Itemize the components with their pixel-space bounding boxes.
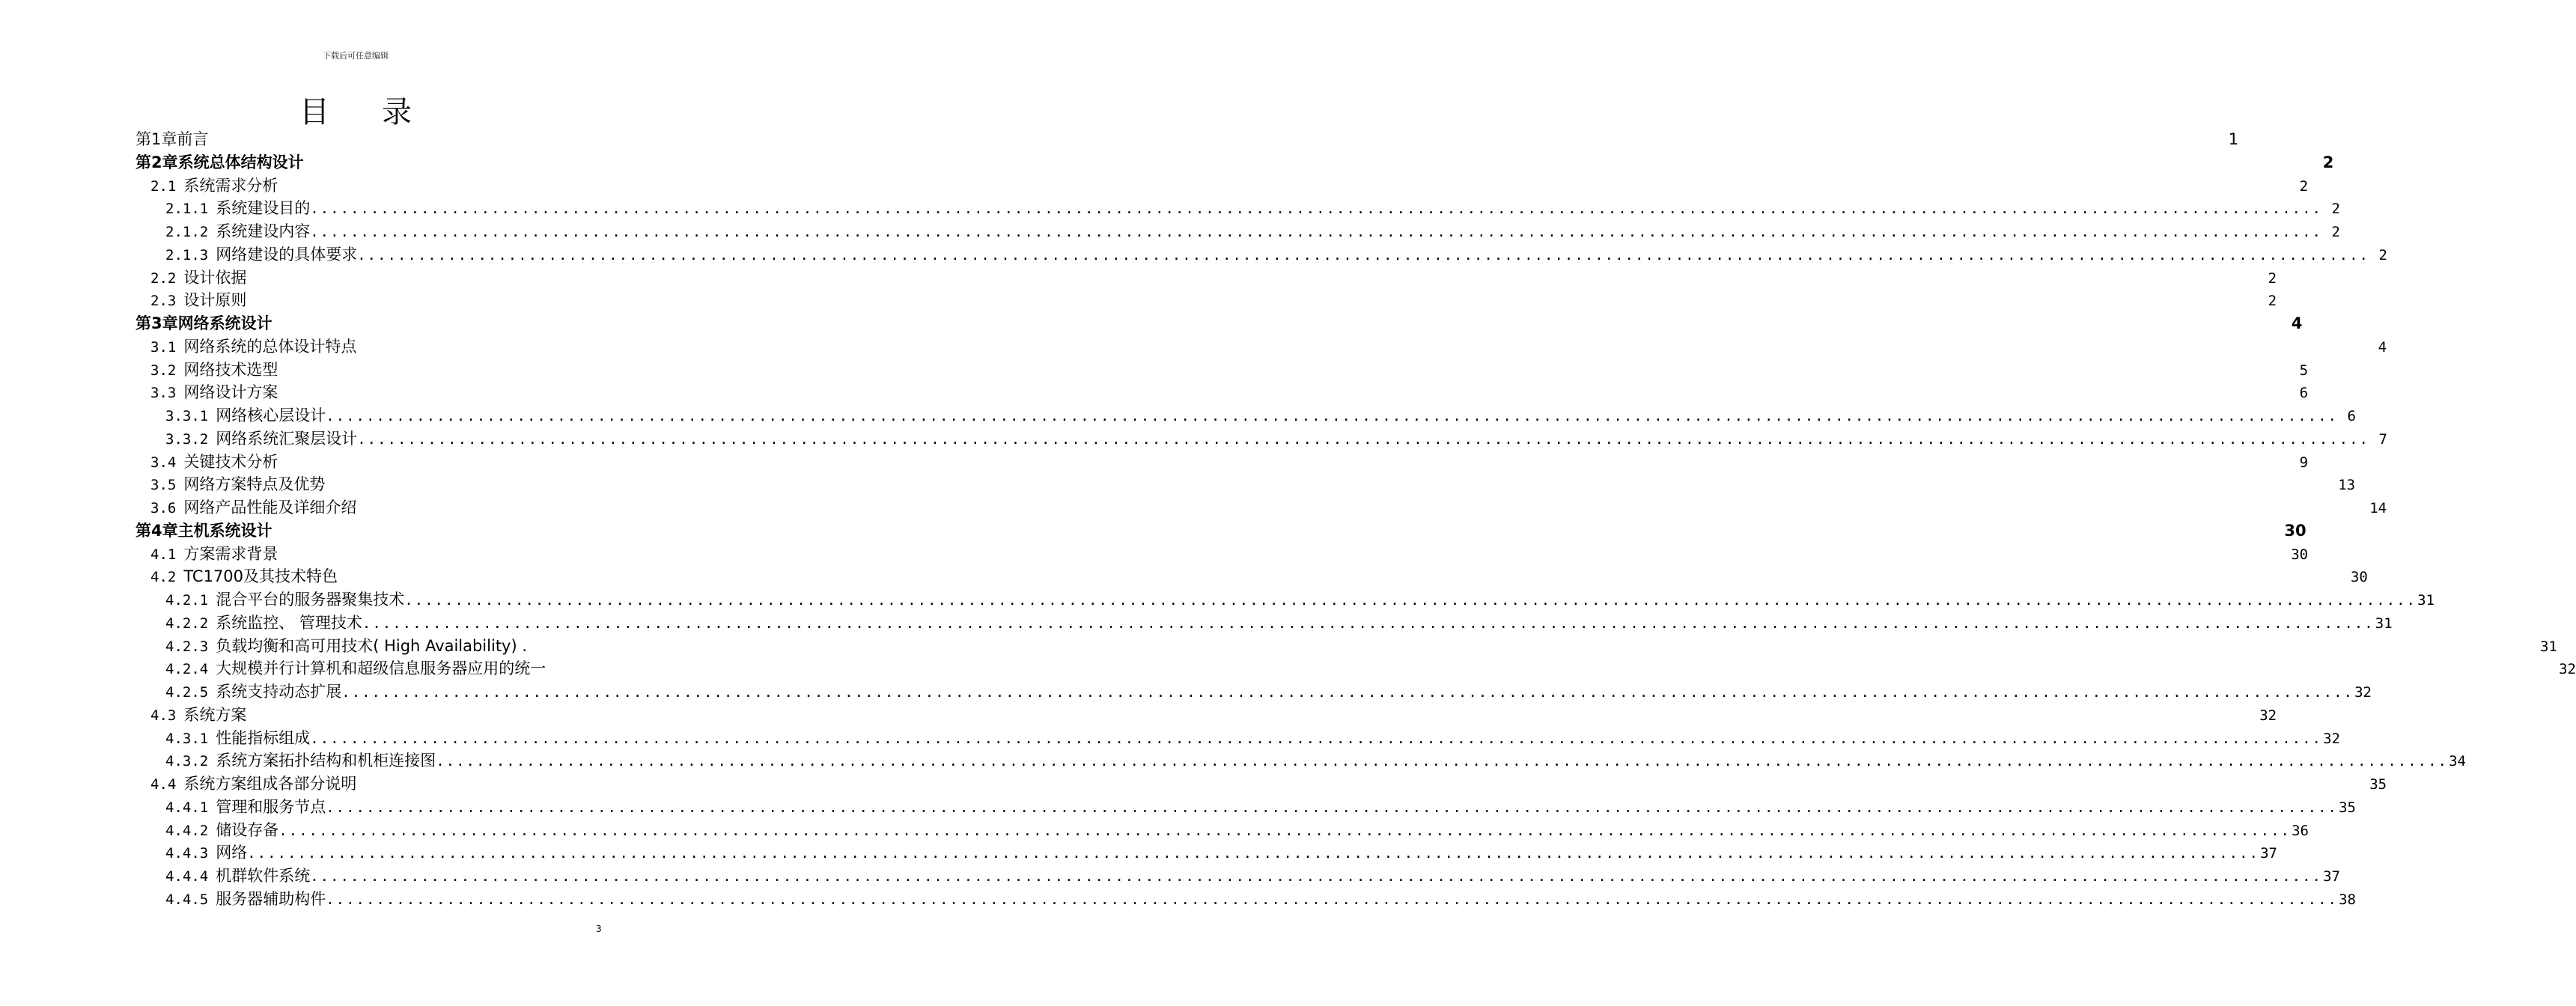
toc-dot-leader: ........................................................................................................................................................................................................ xyxy=(404,592,2417,609)
toc-entry-title: 系统需求分析 xyxy=(183,176,278,195)
toc-entry-number: 3.6 xyxy=(150,500,177,516)
toc-entry-page: 9 xyxy=(2299,454,2309,471)
toc-entry-number: 4.2.5 xyxy=(165,684,209,701)
toc-entry-title: 关键技术分析 xyxy=(183,452,278,471)
toc-entry-title: 管理和服务节点 xyxy=(216,797,326,816)
toc-dot-leader: ........................................................................................................................................................................................................ xyxy=(278,822,2291,839)
toc-entry-number: 4.4.3 xyxy=(165,845,209,862)
toc-dot-leader: ........................................................................................................................................................................................................ xyxy=(357,430,2369,448)
toc-entry-title: 储设存备 xyxy=(216,820,279,839)
toc-entry-page: 32 xyxy=(2559,661,2576,678)
toc-entry-number: 2.1.2 xyxy=(165,224,209,240)
toc-entry[interactable] xyxy=(136,151,2334,174)
toc-entry-number: 3.3.1 xyxy=(165,408,209,424)
toc-entry-page: 2 xyxy=(2268,293,2277,310)
toc-dot-leader: ........................................................................................................................................................................................................ xyxy=(326,799,2338,816)
toc-dot-leader: ........................................................................................................................................................................................................ xyxy=(310,868,2322,885)
toc-entry-page: 30 xyxy=(2284,521,2306,540)
toc-entry[interactable] xyxy=(136,796,2356,819)
toc-entry-page: 6 xyxy=(2347,408,2356,424)
toc-entry-title: 网络建设的具体要求 xyxy=(216,245,358,263)
toc-entry-title: TC1700及其技术特色 xyxy=(183,567,338,586)
toc-entry-number: 4.3.2 xyxy=(165,753,209,770)
toc-dot-leader: ........................................................................................................................................................................................................ xyxy=(436,753,2448,770)
toc-entry[interactable] xyxy=(136,335,2387,359)
toc-entry-page: 38 xyxy=(2339,891,2356,908)
toc-entry-page: 2 xyxy=(2331,201,2340,218)
toc-entry-title: 设计依据 xyxy=(183,268,247,287)
toc-entry-page: 2 xyxy=(2331,224,2340,240)
toc-entry-page: 35 xyxy=(2339,799,2356,816)
toc-entry-number: 4.4.1 xyxy=(165,799,209,816)
toc-entry-title: 系统总体结构设计 xyxy=(177,153,304,171)
toc-entry[interactable] xyxy=(136,888,2356,911)
toc-entry-title: 系统方案拓扑结构和机柜连接图 xyxy=(216,752,436,770)
toc-entry-title: 性能指标组成 xyxy=(216,728,311,747)
toc-entry[interactable] xyxy=(136,704,2277,727)
toc-entry-number: 4.2.1 xyxy=(165,592,209,609)
toc-entry-title: 网络产品性能及详细介绍 xyxy=(183,499,357,516)
toc-entry[interactable] xyxy=(136,427,2387,451)
toc-entry[interactable] xyxy=(136,588,2435,612)
toc-entry[interactable] xyxy=(136,543,2309,566)
toc-entry[interactable] xyxy=(136,359,2309,382)
toc-entry-page: 30 xyxy=(2291,546,2309,563)
toc-entry-page: 30 xyxy=(2350,569,2368,586)
toc-entry-title: 网络设计方案 xyxy=(183,383,278,402)
toc-entry-number: 3.3 xyxy=(150,385,177,402)
toc-entry[interactable] xyxy=(136,174,2309,198)
toc-entry-number: 3.2 xyxy=(150,362,177,379)
toc-entry-page: 4 xyxy=(2291,314,2303,332)
toc-entry-title: 混合平台的服务器聚集技术 xyxy=(216,591,405,609)
toc-entry-page: 4 xyxy=(2378,338,2387,356)
toc-dot-leader: ........................................................................................................................................................................................................ xyxy=(326,891,2338,908)
toc-entry[interactable] xyxy=(136,243,2387,266)
toc-entry-title: 设计原则 xyxy=(183,291,247,310)
toc-entry[interactable] xyxy=(136,749,2466,772)
toc-entry-title: 大规模并行计算机和超级信息服务器应用的统一 xyxy=(216,659,546,678)
toc-entry-page: 6 xyxy=(2299,385,2309,402)
toc-entry-title: 网络核心层设计 xyxy=(216,406,326,424)
page-number: 3 xyxy=(596,924,602,934)
toc-entry-title: 系统建设目的 xyxy=(216,199,311,218)
toc-entry-title: 系统方案 xyxy=(183,705,247,724)
toc-dot-leader: ........................................................................................................................................................................................................ xyxy=(310,730,2322,747)
toc-entry-title: 前言 xyxy=(177,130,209,148)
toc-entry-number: 2.2 xyxy=(150,269,177,287)
toc-entry-page: 31 xyxy=(2417,592,2435,609)
toc-entry[interactable] xyxy=(136,451,2309,474)
page-title: 目录 xyxy=(299,95,464,129)
toc-entry-number: 4.2 xyxy=(150,569,177,586)
table-of-contents xyxy=(136,128,2576,911)
toc-entry-number: 4.4.5 xyxy=(165,891,209,908)
toc-entry[interactable] xyxy=(136,220,2340,243)
toc-entry[interactable] xyxy=(136,519,2306,543)
toc-entry[interactable] xyxy=(136,819,2309,842)
toc-entry-number: 4.2.4 xyxy=(165,661,209,678)
toc-entry-title: 系统支持动态扩展 xyxy=(216,683,342,701)
toc-entry-page: 35 xyxy=(2369,776,2387,793)
toc-entry-page: 7 xyxy=(2378,430,2387,448)
toc-entry-number: 3.3.2 xyxy=(165,430,209,448)
toc-entry-title: 网络 xyxy=(216,844,248,862)
toc-entry-title: 网络方案特点及优势 xyxy=(183,475,326,494)
toc-entry-page: 36 xyxy=(2292,822,2309,839)
toc-entry-title: 网络系统的总体设计特点 xyxy=(183,337,357,356)
toc-entry-page: 37 xyxy=(2260,845,2277,862)
toc-entry-number: 3.4 xyxy=(150,454,177,471)
toc-entry-page: 2 xyxy=(2322,153,2334,171)
toc-entry-number: 2.3 xyxy=(150,293,177,310)
toc-entry-page: 31 xyxy=(2539,638,2557,655)
toc-entry-number: 第3章 xyxy=(136,314,178,332)
toc-entry-title: 网络系统设计 xyxy=(177,314,272,332)
toc-entry-page: 32 xyxy=(2354,684,2372,701)
toc-dot-leader: ........................................................................................................................................................................................................ xyxy=(310,201,2322,218)
toc-entry-number: 4.4.2 xyxy=(165,822,209,839)
toc-dot-leader: ........................................................................................................................................................................................................ xyxy=(341,684,2354,701)
toc-entry[interactable] xyxy=(136,496,2387,519)
toc-entry[interactable] xyxy=(136,841,2277,865)
toc-entry[interactable] xyxy=(136,289,2277,312)
page-header: 下载后可任意编辑 xyxy=(323,51,389,61)
toc-entry-number: 2.1 xyxy=(150,177,177,195)
toc-entry[interactable] xyxy=(136,312,2303,335)
toc-entry[interactable] xyxy=(136,266,2277,290)
toc-dot-leader: ........................................................................................................................................................................................................ xyxy=(310,224,2322,240)
toc-entry-title: 系统建设内容 xyxy=(216,222,311,240)
toc-dot-leader: ........................................................................................................................................................................................................ xyxy=(362,615,2375,632)
toc-entry-number: 4.4 xyxy=(150,776,177,793)
toc-entry-title: 负载均衡和高可用技术( High Availability) . xyxy=(216,636,528,655)
toc-entry-title: 机群软件系统 xyxy=(216,867,311,885)
toc-entry-page: 2 xyxy=(2299,177,2309,195)
toc-entry-number: 第4章 xyxy=(136,521,178,540)
toc-entry-page: 31 xyxy=(2375,615,2393,632)
toc-dot-leader: ........................................................................................................................................................................................................ xyxy=(357,246,2369,263)
toc-entry[interactable] xyxy=(136,565,2368,588)
toc-entry-page: 32 xyxy=(2323,730,2340,747)
toc-entry[interactable] xyxy=(136,612,2393,635)
toc-entry-title: 方案需求背景 xyxy=(183,544,278,563)
toc-entry[interactable] xyxy=(136,381,2309,404)
toc-entry-number: 4.1 xyxy=(150,546,177,563)
toc-entry-number: 3.1 xyxy=(150,338,177,356)
toc-entry-number: 2.1.1 xyxy=(165,201,209,218)
toc-entry-title: 主机系统设计 xyxy=(177,521,272,540)
toc-entry-page: 34 xyxy=(2449,753,2466,770)
toc-entry-number: 4.3 xyxy=(150,707,177,724)
toc-dot-leader: ........................................................................................................................................................................................................ xyxy=(247,845,2259,862)
toc-entry-number: 4.2.3 xyxy=(165,638,209,655)
toc-entry-title: 服务器辅助构件 xyxy=(216,889,326,908)
toc-entry-number: 4.3.1 xyxy=(165,730,209,747)
toc-entry[interactable] xyxy=(136,680,2372,704)
toc-entry[interactable] xyxy=(136,727,2340,750)
toc-entry-page: 1 xyxy=(2228,130,2239,148)
toc-entry-number: 4.2.2 xyxy=(165,615,209,632)
toc-entry-page: 37 xyxy=(2323,868,2340,885)
toc-entry-page: 2 xyxy=(2378,246,2387,263)
toc-entry-number: 4.4.4 xyxy=(165,868,209,885)
toc-entry-number: 第1章 xyxy=(136,130,177,148)
toc-entry[interactable] xyxy=(136,473,2356,496)
toc-entry-page: 2 xyxy=(2268,269,2277,287)
toc-entry-title: 网络系统汇聚层设计 xyxy=(216,429,358,448)
toc-entry-title: 网络技术选型 xyxy=(183,360,278,379)
toc-entry-title: 系统方案组成各部分说明 xyxy=(183,775,357,793)
toc-entry-title: 系统监控、 管理技术 xyxy=(216,613,362,632)
toc-entry-number: 第2章 xyxy=(136,153,178,171)
toc-entry-page: 13 xyxy=(2338,477,2356,494)
toc-entry[interactable] xyxy=(136,635,2557,658)
toc-entry[interactable] xyxy=(136,657,2576,680)
toc-entry-number: 3.5 xyxy=(150,477,177,494)
toc-entry-page: 32 xyxy=(2259,707,2277,724)
toc-entry-number: 2.1.3 xyxy=(165,246,209,263)
toc-entry[interactable] xyxy=(136,128,2239,151)
toc-dot-leader: ........................................................................................................................................................................................................ xyxy=(326,408,2338,424)
toc-entry[interactable] xyxy=(136,772,2387,796)
toc-entry[interactable] xyxy=(136,404,2356,427)
toc-entry-page: 5 xyxy=(2299,362,2309,379)
toc-entry[interactable] xyxy=(136,865,2340,888)
toc-entry-page: 14 xyxy=(2369,500,2387,516)
toc-entry[interactable] xyxy=(136,197,2340,220)
